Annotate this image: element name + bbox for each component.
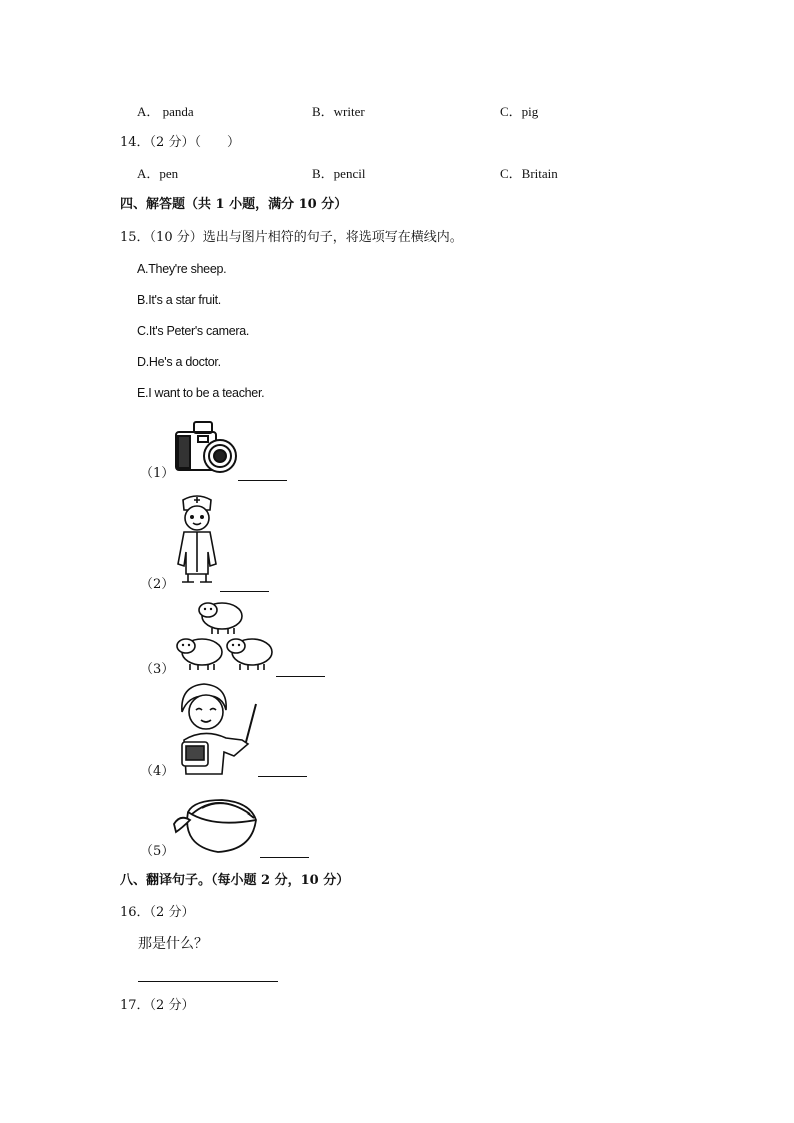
q15-stem: 15．（10 分）选出与图片相符的句子，将选项写在横线内。 — [120, 230, 463, 245]
section-4-heading: 四、解答题（共 1 小题，满分 10 分） — [120, 197, 348, 212]
section-8-heading: 八、翻译句子。（每小题 2 分，10 分） — [120, 873, 350, 888]
q15-sentence-e: E.I want to be a teacher. — [137, 386, 265, 400]
sheep-icon — [174, 598, 274, 672]
q17-stem: 17．（2 分） — [120, 998, 195, 1013]
q15-item-4-blank[interactable] — [258, 776, 307, 777]
q15-item-5-label: （5） — [140, 844, 175, 859]
q15-item-2-label: （2） — [140, 577, 175, 592]
q15-sentence-c: C.It's Peter's camera. — [137, 324, 250, 338]
teacher-icon — [174, 682, 260, 776]
q13-option-c: C．pig — [500, 104, 539, 119]
q13-option-b: B．writer — [312, 104, 365, 119]
q14-stem: 14．（2 分）（ ） — [120, 135, 240, 150]
q16-stem: 16．（2 分） — [120, 905, 195, 920]
q15-item-5-blank[interactable] — [260, 857, 309, 858]
doctor-icon — [172, 494, 222, 588]
q14-option-c: C．Britain — [500, 166, 558, 181]
q15-sentence-a: A.They're sheep. — [137, 262, 227, 276]
q13-option-a: A． panda — [137, 104, 194, 119]
q14-option-b: B．pencil — [312, 166, 366, 181]
star-fruit-icon — [172, 792, 262, 856]
q15-item-3-label: （3） — [140, 662, 175, 677]
q15-sentence-b: B.It's a star fruit. — [137, 293, 221, 307]
q14-option-a: A．pen — [137, 166, 179, 181]
q15-item-1-blank[interactable] — [238, 480, 287, 481]
q15-item-1-label: （1） — [140, 466, 175, 481]
q16-prompt: 那是什么？ — [138, 936, 208, 952]
q16-answer-line[interactable] — [138, 981, 278, 982]
q15-item-2-blank[interactable] — [220, 591, 269, 592]
q15-item-3-blank[interactable] — [276, 676, 325, 677]
q15-sentence-d: D.He's a doctor. — [137, 355, 221, 369]
q15-item-4-label: （4） — [140, 764, 175, 779]
camera-icon — [174, 418, 238, 476]
